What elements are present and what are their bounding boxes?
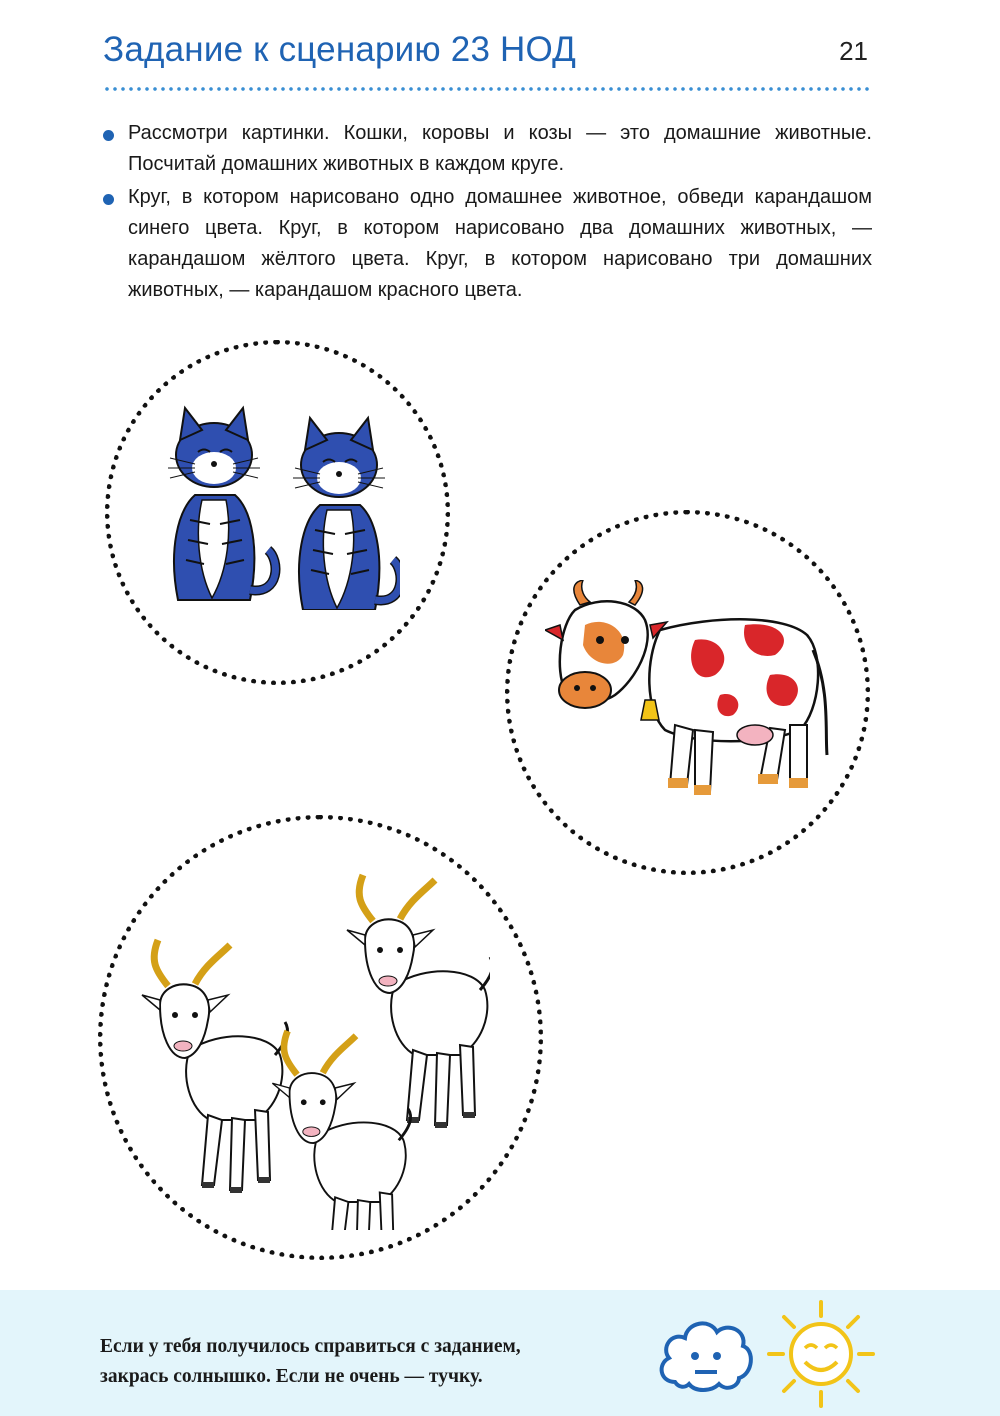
instruction-text: Рассмотри картинки. Кошки, коровы и козы — это домашние животные. Посчитай домашних животных в каждом круге. — [128, 122, 872, 175]
footer-line: Если у тебя получилось справиться с заданием, — [100, 1336, 521, 1357]
instructions — [100, 118, 872, 308]
cat-illustration — [293, 418, 400, 610]
bullet-icon — [103, 130, 114, 141]
instruction-text: Круг, в котором нарисовано одно домашнее животное, обведи карандашом синего цвета. Круг, в котором нарисовано два домашних животных, — карандашом жёлтого цвета. Круг, в котором нарисовано три домашних животных, — карандашом красного цвета. — [128, 186, 872, 301]
bullet-icon — [103, 194, 114, 205]
footer-line: закрась солнышко. Если не очень — тучку. — [100, 1366, 483, 1387]
instruction-item — [100, 182, 872, 306]
goat-illustration — [272, 1031, 410, 1230]
page-title: Задание к сценарию 23 НОД — [103, 30, 577, 69]
goat-illustration — [347, 875, 490, 1128]
dotted-divider — [103, 86, 873, 92]
instruction-item — [100, 118, 872, 180]
goats-illustration — [130, 860, 490, 1230]
sun-icon[interactable] — [765, 1298, 877, 1410]
self-assessment-footer — [0, 1290, 1000, 1416]
goat-illustration — [142, 940, 288, 1193]
page-number: 21 — [839, 36, 868, 66]
cloud-icon[interactable] — [655, 1312, 755, 1394]
cow-illustration — [545, 580, 835, 810]
cat-illustration — [168, 408, 275, 600]
cats-illustration — [150, 400, 400, 610]
self-assessment-text — [100, 1332, 521, 1392]
